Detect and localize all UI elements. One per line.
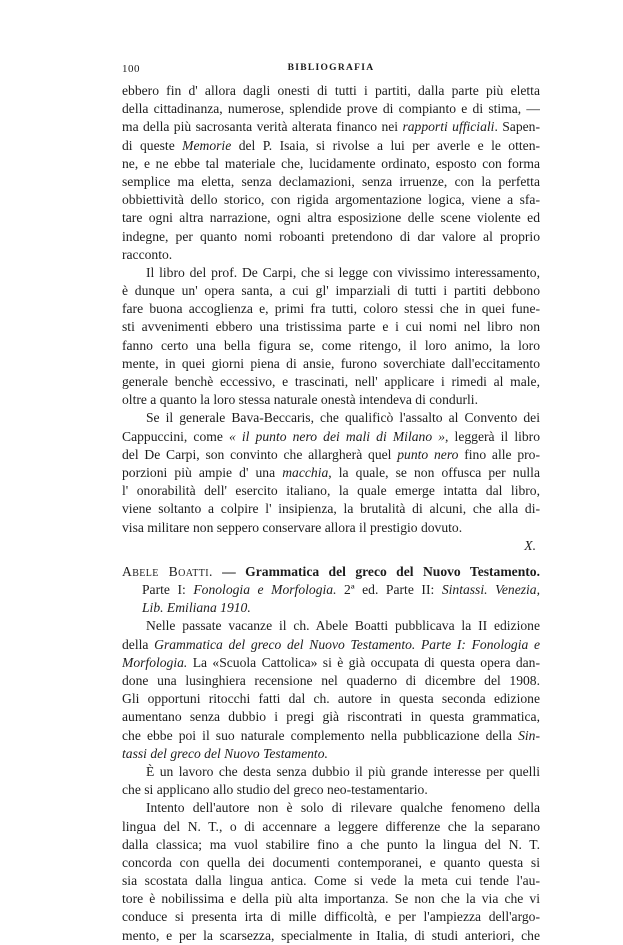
review-author: Abele Boatti. — [122, 563, 213, 579]
text-line: che si applicano allo studio del greco neo-testamentario. — [122, 782, 428, 798]
review-signature: X. — [524, 537, 536, 553]
text-line: Il libro del prof. De Carpi, che si legge con vivissimo interessamento, — [146, 264, 540, 280]
text-line: mente, in quei giorni piena di ansie, furono soverchiate dall'eccitamento — [122, 355, 540, 371]
text-line: done una lusinghiera recensione nel quaderno di dicembre del 1908. — [122, 673, 540, 688]
text-line: che ebbe poi il suo naturale complemento nella pubblicazione della Sin- — [122, 727, 540, 743]
text-line: tare ogni altra narrazione, ogni altra esposizione delle scene violente ed — [122, 210, 540, 226]
text-line: conduce si presenta irta di mille difficoltà, e per l'ampiezza dell'argo- — [122, 909, 540, 925]
text-line: di queste Memorie del P. Isaia, si rivolse a lui per averle e le otten- — [122, 137, 540, 153]
text-line: obbiettività dello storico, con rigida argomentazione logica, viene a sfa- — [122, 192, 540, 208]
text-line: Morfologia. La «Scuola Cattolica» si è già occupata di questa opera dan- — [122, 654, 540, 670]
text-line: lingua del N. T., o di accennare a leggere differenze che la separano — [122, 818, 540, 834]
review-title: Grammatica del greco del Nuovo Testamento. — [245, 563, 540, 579]
text-line: tassi del greco del Nuovo Testamento. — [122, 745, 328, 761]
text-line: della Grammatica del greco del Nuovo Testamento. Parte I: Fonologia e — [122, 636, 540, 652]
text-line: È un lavoro che desta senza dubbio il più grande interesse per quelli — [146, 763, 540, 779]
text-line: oltre a quanto la loro stessa naturale onestà intendeva di condurli. — [122, 392, 478, 408]
italic-title: Memorie — [182, 137, 232, 153]
text-line: visa militare non seppero conservare allora il prestigio dovuto. — [122, 519, 463, 535]
italic-phrase: punto nero — [397, 446, 459, 462]
text-line: della cittadinanza, numerose, splendide prove di compianto e di stima, — — [122, 101, 540, 117]
text-line: è dunque un' opera santa, a cui gl' imparziali di tutti i partiti debbono — [122, 283, 540, 299]
text-line: del De Carpi, son convinto che allargherà quel punto nero fino alle pro- — [122, 446, 540, 462]
text-line: aumentano senza dubbio i pregi già riscontrati in questa grammatica, — [122, 709, 540, 725]
text-line: ne, e ne ebbe tal materiale che, lucidamente ordinato, esposto con forma — [122, 155, 540, 171]
text-line: generale benchè eccessivo, e trascinati, nell' applicare i rimedi al male, — [122, 374, 540, 389]
page-header — [122, 63, 540, 79]
page-number: 100 — [122, 63, 140, 75]
text-line: viene soltanto a colpire l' insipienza, la brutalità di alcuni, che alla di- — [122, 501, 540, 517]
text-line: Intento dell'autore non è solo di rilevare qualche fenomeno della — [146, 800, 540, 816]
text-line: racconto. — [122, 246, 173, 262]
text-line: Nelle passate vacanze il ch. Abele Boatti pubblicava la II edizione — [146, 618, 540, 634]
text-line: l' onorabilità dell' esercito italiano, la quale emerge intatta dal libro, — [122, 483, 540, 499]
text-line: ma della più sacrosanta verità alterata financo nei rapporti ufficiali. Sapen- — [122, 119, 540, 135]
text-line: Se il generale Bava-Beccaris, che qualificò l'assalto al Convento dei — [146, 410, 540, 426]
text-line: Cappuccini, come « il punto nero dei mali di Milano », leggerà il libro — [122, 428, 540, 444]
text-line: fare buona accoglienza e, primi fra tutti, coloro stessi che in quei fune- — [122, 301, 540, 317]
text-line: concorda con quella dei documenti contemporanei, e quanto questa si — [122, 854, 540, 870]
text-line: Gli opportuni ritocchi fatti dal ch. autore in questa seconda edizione — [122, 691, 540, 707]
page-body — [122, 82, 540, 945]
text-line: mento, e per la scarsezza, specialmente in Italia, di studi anteriori, che — [122, 927, 540, 943]
running-head: BIBLIOGRAFIA — [287, 63, 375, 73]
text-line: sia scostata dalla lingua antica. Come si vede la meta cui tende l'au- — [122, 873, 540, 889]
text-line: fanno certo una bella figura se, come ritengo, il loro animo, la loro — [122, 337, 540, 353]
text-line: porzioni più ampie d' una macchia, la quale, se non offusca per nulla — [122, 464, 540, 480]
review-subtitle: Parte I: Fonologia e Morfologia. 2ª ed. Parte II: Sintassi. Venezia, — [142, 582, 540, 598]
text-line: semplice ma eletta, senza declamazioni, senza irruenze, con la perfetta — [122, 173, 540, 189]
review-heading: Abele Boatti. — Grammatica del greco del Nuovo Testamento. — [122, 563, 540, 579]
italic-quote: « il punto nero dei mali di Milano » — [228, 428, 446, 444]
italic-phrase: rapporti ufficiali — [402, 119, 495, 135]
text-line: tore è nobilissima e della più alta importanza. Se non che la via che vi — [122, 891, 540, 907]
review-publisher: Lib. Emiliana 1910. — [142, 600, 251, 616]
italic-word: macchia — [282, 464, 329, 480]
text-line: dalla classica; ma vuol stabilire fino a che punto la lingua del N. T. — [122, 836, 540, 852]
text-line: indegne, per quanto nomi roboanti pretendono di dar valore al proprio — [122, 228, 540, 244]
text-line: ebbero fin d' allora dagli onesti di tutti i partiti, dalla parte più eletta — [122, 83, 540, 98]
text-line: sti avvenimenti ebbero una tristissima parte e i cui nomi nel libro non — [122, 319, 540, 335]
